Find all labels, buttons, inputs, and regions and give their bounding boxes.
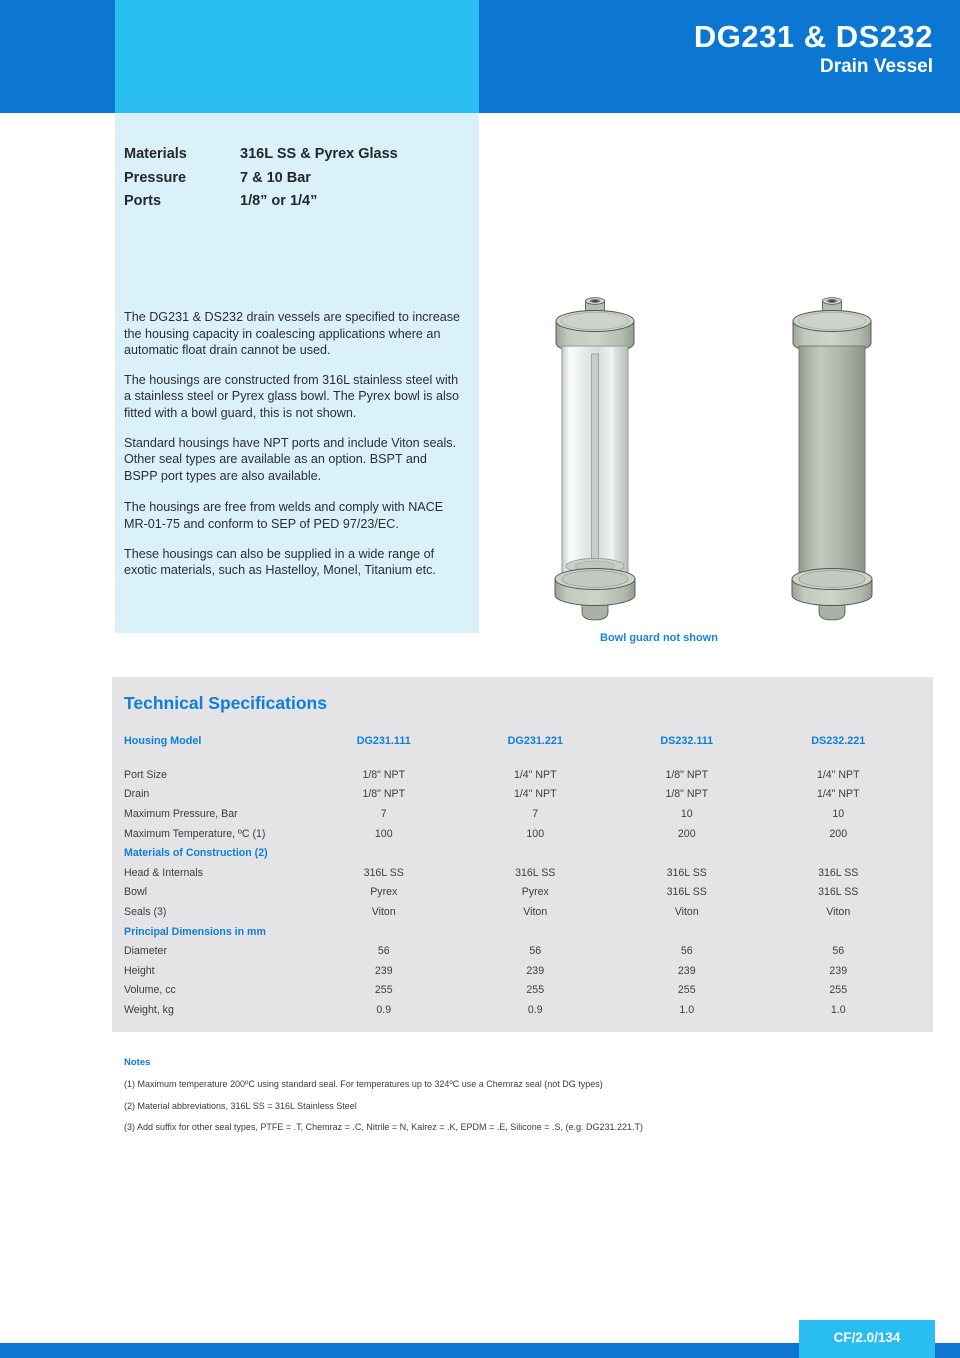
spec-row-label: Bowl <box>124 886 147 899</box>
document-reference: CF/2.0/134 <box>833 1329 901 1345</box>
table-row <box>112 863 933 883</box>
spec-cell: 1/8" NPT <box>665 788 709 801</box>
spec-column-header: DG231.221 <box>507 735 563 747</box>
spec-cell: Pyrex <box>370 886 398 899</box>
intro-box <box>115 113 479 633</box>
spec-cell: 255 <box>374 984 393 997</box>
spec-row-label: Principal Dimensions in mm <box>124 925 266 938</box>
spec-cell: 1/8" NPT <box>362 788 406 801</box>
table-row <box>112 902 933 922</box>
note-line: (3) Add suffix for other seal types, PTFE = .T, Chemraz = .C, Nitrile = N, Kalrez = .K, EPDM = .E, Silicone = .S, (e.g. DG231.221.T) <box>124 1122 644 1132</box>
quick-spec-row <box>124 143 469 167</box>
spec-cell: Viton <box>371 905 396 918</box>
technical-specifications-section <box>112 677 933 1032</box>
spec-row-label: Maximum Temperature, ºC (1) <box>124 827 266 840</box>
header-accent-block <box>115 0 479 113</box>
spec-cell: 1.0 <box>679 1003 695 1016</box>
footer-tab <box>799 1320 935 1358</box>
spec-cell: 56 <box>832 945 845 958</box>
spec-column-header: DS232.221 <box>811 735 866 747</box>
spec-cell: 200 <box>677 827 696 840</box>
spec-row-label: Height <box>124 964 155 977</box>
spec-row-label: Port Size <box>124 768 167 781</box>
table-row <box>112 941 933 961</box>
section-title: Technical Specifications <box>124 693 327 713</box>
spec-column-header: Housing Model <box>124 735 202 747</box>
quick-spec-row <box>124 190 469 214</box>
body-paragraph: The housings are free from welds and comply with NACE MR-01-75 and conform to SEP of PED 97/23/EC. <box>124 500 444 531</box>
intro-paragraphs <box>124 309 463 592</box>
table-row <box>112 824 933 844</box>
spec-cell: 1.0 <box>830 1003 846 1016</box>
body-paragraph: Standard housings have NPT ports and include Viton seals. Other seal types are available as an option. BSPT and BSPP port types are also available. <box>124 435 457 483</box>
spec-column-header: DS232.111 <box>660 735 714 747</box>
spec-cell: 255 <box>677 984 696 997</box>
quick-spec-value: 316L SS & Pyrex Glass <box>240 146 398 162</box>
figure-caption: Bowl guard not shown <box>600 632 718 644</box>
spec-cell: 239 <box>677 964 696 977</box>
spec-cell: 7 <box>532 807 539 820</box>
spec-cell: 239 <box>374 964 393 977</box>
spec-table-body <box>112 765 933 1020</box>
spec-cell: 7 <box>380 807 387 820</box>
page-subtitle: Drain Vessel <box>819 56 933 77</box>
spec-cell: 200 <box>829 827 848 840</box>
spec-cell: 0.9 <box>376 1003 392 1016</box>
body-paragraph: The DG231 & DS232 drain vessels are specified to increase the housing capacity in coalescing applications where an automatic float drain cannot be used. <box>124 310 461 358</box>
note-line: (1) Maximum temperature 200ºC using standard seal. For temperatures up to 324ºC use a Chemraz seal (not DG types) <box>124 1079 603 1089</box>
spec-row-label: Head & Internals <box>124 866 203 879</box>
table-row <box>112 1000 933 1020</box>
spec-cell: 316L SS <box>666 866 707 879</box>
spec-cell: 316L SS <box>818 886 859 899</box>
spec-row-label: Maximum Pressure, Bar <box>124 807 238 820</box>
glass-bowl-drain-vessel-image <box>553 296 637 628</box>
quick-specs <box>124 143 469 214</box>
notes-title: Notes <box>124 1057 151 1068</box>
body-paragraph: The housings are constructed from 316L stainless steel with a stainless steel or Pyrex glass bowl. The Pyrex bowl is also fitted with a bowl guard, this is not shown. <box>124 372 460 420</box>
quick-spec-label: Ports <box>124 193 162 209</box>
spec-cell: 1/8" NPT <box>362 768 406 781</box>
spec-cell: 56 <box>680 945 693 958</box>
spec-cell: 255 <box>526 984 545 997</box>
spec-section-row <box>112 922 933 942</box>
spec-cell: 316L SS <box>363 866 404 879</box>
spec-row-label: Volume, cc <box>124 984 176 997</box>
quick-spec-row <box>124 167 469 191</box>
spec-cell: 100 <box>374 827 393 840</box>
spec-row-label: Diameter <box>124 945 167 958</box>
spec-cell: Pyrex <box>521 886 549 899</box>
note-line: (2) Material abbreviations, 316L SS = 316L Stainless Steel <box>124 1100 357 1111</box>
table-row <box>112 804 933 824</box>
quick-spec-label: Pressure <box>124 169 187 186</box>
spec-column-header: DG231.111 <box>356 735 411 747</box>
body-paragraph: These housings can also be supplied in a wide range of exotic materials, such as Hastelloy, Monel, Titanium etc. <box>124 546 436 578</box>
spec-table <box>112 731 933 1020</box>
spec-section-row <box>112 843 933 863</box>
notes-list <box>124 1080 824 1133</box>
spec-cell: 1/8" NPT <box>665 768 709 781</box>
spec-cell: 316L SS <box>515 866 556 879</box>
spec-row-label: Seals (3) <box>124 905 167 918</box>
spec-cell: 316L SS <box>666 886 707 899</box>
spec-cell: 1/4" NPT <box>816 768 860 781</box>
spec-cell: Viton <box>523 905 548 918</box>
spec-cell: 1/4" NPT <box>513 788 557 801</box>
header-titles <box>694 20 933 80</box>
spec-row-label: Materials of Construction (2) <box>124 847 268 860</box>
spec-cell: 0.9 <box>527 1003 543 1016</box>
table-row <box>112 785 933 805</box>
spec-cell: 255 <box>829 984 848 997</box>
table-row <box>112 765 933 785</box>
spec-cell: 10 <box>832 807 845 820</box>
notes-block <box>124 1057 824 1145</box>
table-row <box>112 883 933 903</box>
stainless-drain-vessel-image <box>790 296 874 628</box>
spec-cell: 1/4" NPT <box>513 768 557 781</box>
quick-spec-value: 7 & 10 Bar <box>240 169 311 186</box>
spec-cell: 239 <box>829 964 848 977</box>
table-row <box>112 961 933 981</box>
page-title: DG231 & DS232 <box>693 19 933 54</box>
quick-spec-value: 1/8” or 1/4” <box>240 193 318 209</box>
spec-cell: 1/4" NPT <box>816 788 860 801</box>
spec-cell: Viton <box>826 905 851 918</box>
spec-cell: 100 <box>526 827 545 840</box>
spec-table-header-row <box>112 731 933 751</box>
spec-row-label: Weight, kg <box>124 1003 174 1016</box>
table-row <box>112 981 933 1001</box>
header-band <box>0 0 960 113</box>
spec-cell: 316L SS <box>818 866 859 879</box>
quick-spec-label: Materials <box>124 146 187 162</box>
spec-cell: 56 <box>529 945 542 958</box>
spec-cell: Viton <box>674 905 699 918</box>
spec-cell: 10 <box>680 807 693 820</box>
spec-row-label: Drain <box>124 788 150 801</box>
spec-cell: 239 <box>526 964 545 977</box>
spec-cell: 56 <box>377 945 390 958</box>
